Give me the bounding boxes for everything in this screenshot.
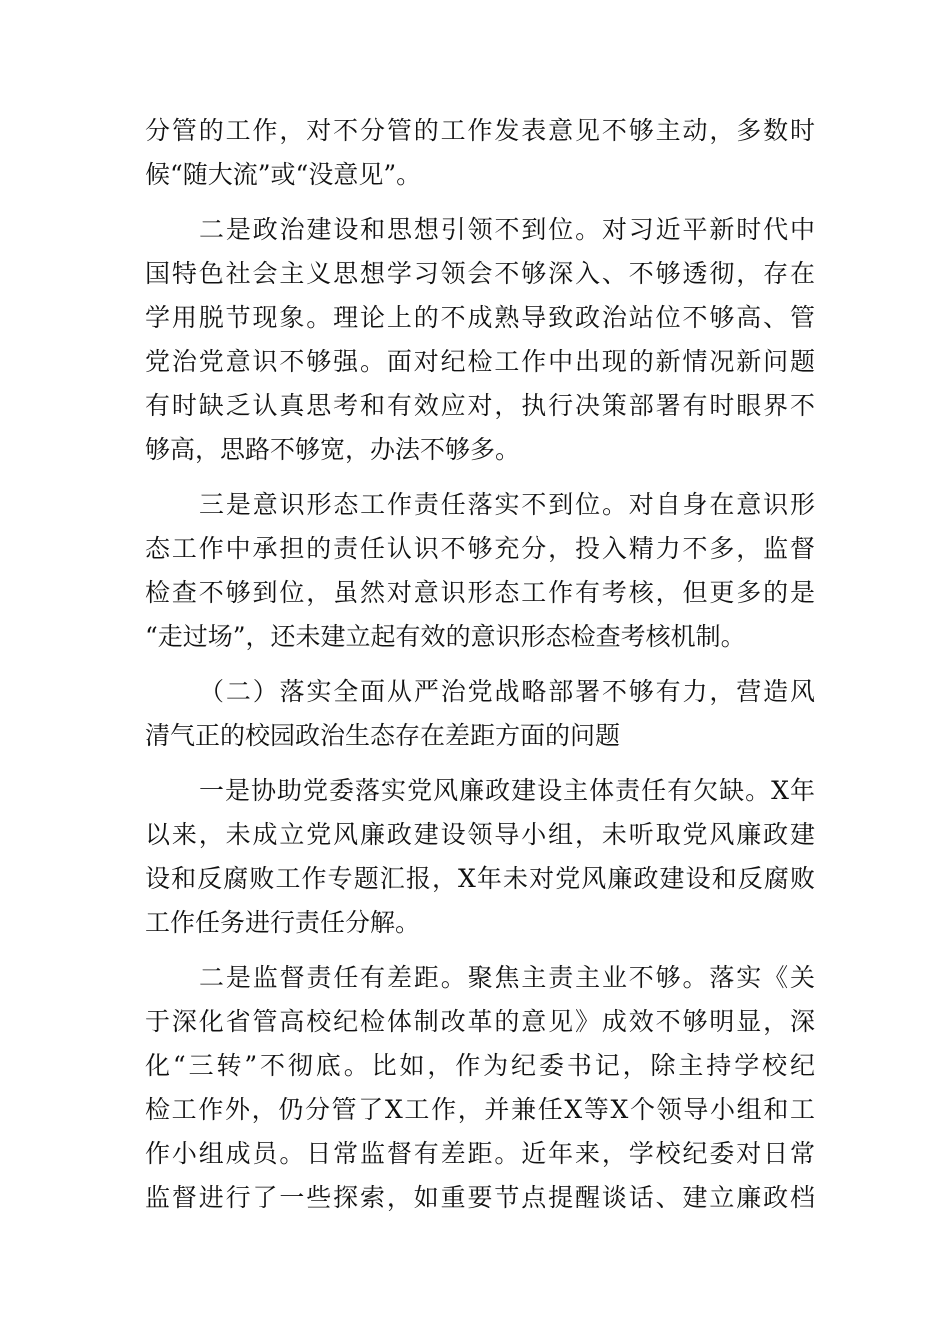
paragraph-6-line-6: 监督进行了一些探索，如重要节点提醒谈话、建立廉政档 [145,1183,815,1212]
paragraph-2-line-5: 有时缺乏认真思考和有效应对，执行决策部署有时眼界不 [145,391,815,420]
paragraph-2-line-6: 够高，思路不够宽，办法不够多。 [145,435,521,464]
paragraph-5-line-3: 设和反腐败工作专题汇报，X年未对党风廉政建设和反腐败 [145,864,815,893]
paragraph-6-line-2: 于深化省管高校纪检体制改革的意见》成效不够明显，深 [145,1007,815,1036]
paragraph-5-line-4: 工作任务进行责任分解。 [145,908,421,937]
paragraph-6-line-3: 化“三转”不彻底。比如，作为纪委书记，除主持学校纪 [145,1051,815,1080]
paragraph-6-line-4: 检工作外，仍分管了X工作，并兼任X等X个领导小组和工 [145,1095,815,1124]
paragraph-5-line-2: 以来，未成立党风廉政建设领导小组，未听取党风廉政建 [145,820,815,849]
paragraph-2-line-1: 二是政治建设和思想引领不到位。对习近平新时代中 [199,215,815,244]
section-heading-line-1: （二）落实全面从严治党战略部署不够有力，营造风 [199,677,815,706]
paragraph-3-line-2: 态工作中承担的责任认识不够充分，投入精力不多，监督 [145,534,815,563]
paragraph-3-line-4: “走过场”，还未建立起有效的意识形态检查考核机制。 [145,622,746,651]
section-heading-line-2: 清气正的校园政治生态存在差距方面的问题 [145,721,621,750]
paragraph-1-line-2: 候“随大流”或“没意见”。 [145,160,422,189]
paragraph-1-line-1: 分管的工作，对不分管的工作发表意见不够主动，多数时 [145,116,815,145]
paragraph-2-line-3: 学用脱节现象。理论上的不成熟导致政治站位不够高、管 [145,303,815,332]
paragraph-3-line-3: 检查不够到位，虽然对意识形态工作有考核，但更多的是 [145,578,815,607]
paragraph-3-line-1: 三是意识形态工作责任落实不到位。对自身在意识形 [199,490,815,519]
paragraph-2-line-4: 党治党意识不够强。面对纪检工作中出现的新情况新问题 [145,347,815,376]
paragraph-6-line-5: 作小组成员。日常监督有差距。近年来，学校纪委对日常 [145,1139,815,1168]
paragraph-5-line-1: 一是协助党委落实党风廉政建设主体责任有欠缺。X年 [199,776,815,805]
paragraph-2-line-2: 国特色社会主义思想学习领会不够深入、不够透彻，存在 [145,259,815,288]
paragraph-6-line-1: 二是监督责任有差距。聚焦主责主业不够。落实《关 [199,963,815,992]
